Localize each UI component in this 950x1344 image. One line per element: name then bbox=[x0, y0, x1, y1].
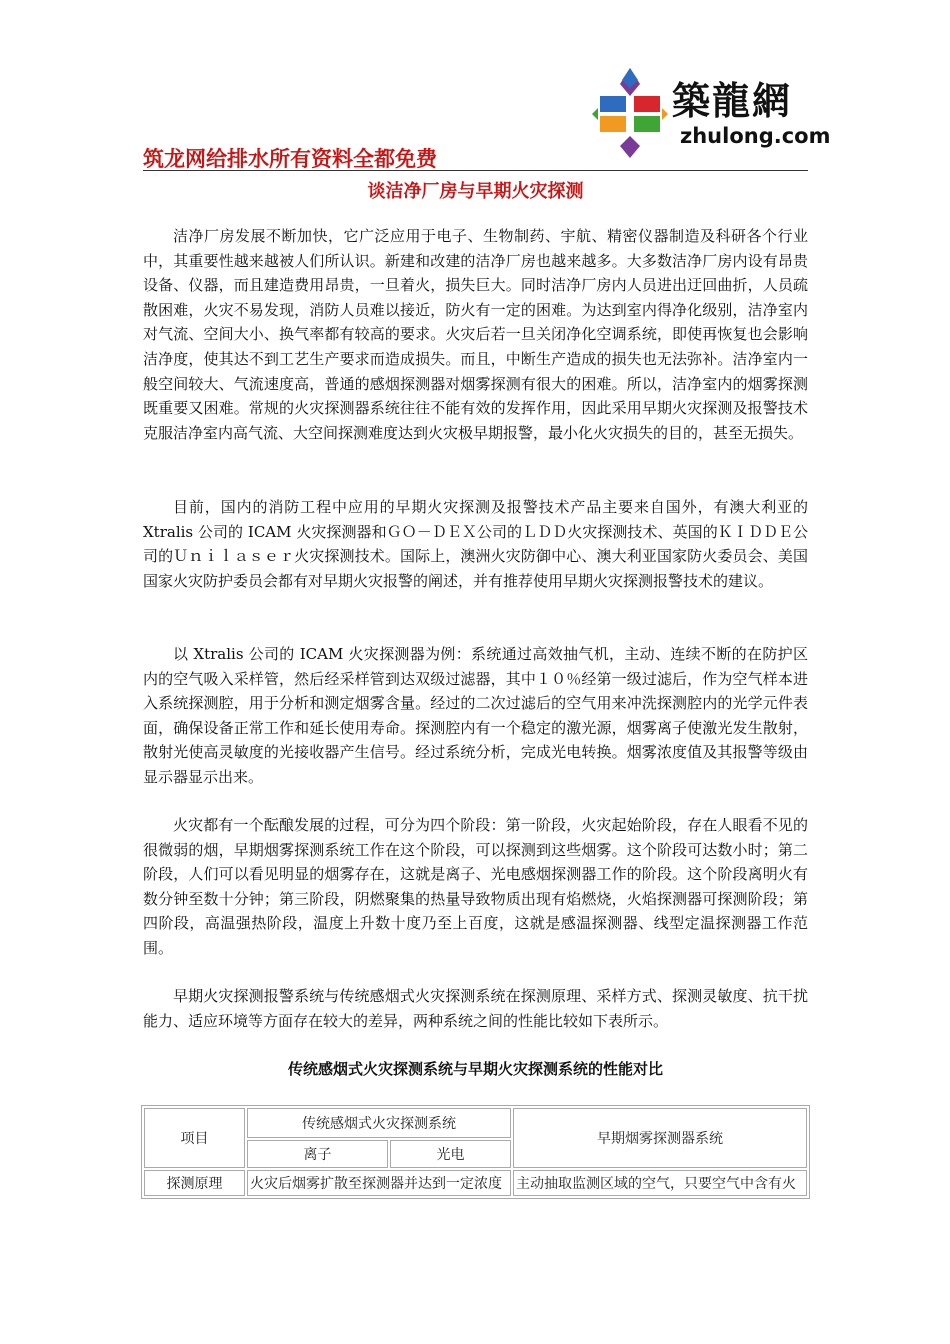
table-header-row bbox=[144, 1108, 807, 1138]
paragraph-4: 火灾都有一个酝酿发展的过程，可分为四个阶段：第一阶段，火灾起始阶段，存在人眼看不见的很微弱的烟，早期烟雾探测系统工作在这个阶段，可以探测到这些烟雾。这个阶段可达数小时；第二阶段，人们可以看见明显的烟雾存在，这就是离子、光电感烟探测器工作的阶段。这个阶段离明火有数分钟至数十分钟；第三阶段，阴燃聚集的热量导致物质出现有焰燃烧，火焰探测器可探测阶段；第四阶段，高温强热阶段，温度上升数十度乃至上百度，这就是感温探测器、线型定温探测器工作范围。 bbox=[143, 816, 808, 957]
header-photoelectric: 光电 bbox=[390, 1140, 511, 1168]
article-title: 谈洁净厂房与早期火灾探测 bbox=[367, 181, 584, 202]
table-row bbox=[144, 1170, 807, 1196]
header-item: 项目 bbox=[144, 1108, 245, 1168]
header-early: 早期烟雾探测器系统 bbox=[513, 1108, 807, 1168]
header-divider bbox=[143, 170, 808, 171]
row-item: 探测原理 bbox=[144, 1170, 245, 1196]
row-traditional: 火灾后烟雾扩散至探测器并达到一定浓度 bbox=[247, 1170, 511, 1196]
paragraph-5: 早期火灾探测报警系统与传统感烟式火灾探测系统在探测原理、采样方式、探测灵敏度、抗干扰能力、适应环境等方面存在较大的差异，两种系统之间的性能比较如下表所示。 bbox=[143, 987, 808, 1030]
paragraph-2: 目前，国内的消防工程中应用的早期火灾探测及报警技术产品主要来自国外，有澳大利亚的 Xtralis 公司的 ICAM 火灾探测器和ＧＯ－ＤＥＸ公司的ＬＤＤ火灾探测技术、英国的ＫＩＤＤＥ公司的Ｕｎｉｌａｓｅｒ火灾探测技术。国际上，澳洲火灾防御中心、澳大利亚国家防火委员会、美国国家火灾防护委员会都有对早期火灾报警的阐述，并有推荐使用早期火灾探测报警技术的建议。 bbox=[143, 498, 808, 590]
header-ion: 离子 bbox=[247, 1140, 388, 1168]
logo-domain-text: zhulong.com bbox=[680, 124, 831, 148]
logo-chinese-text: 築龍網 bbox=[672, 78, 793, 123]
table-caption: 传统感烟式火灾探测系统与早期火灾探测系统的性能对比 bbox=[287, 1060, 663, 1078]
logo-mark-icon bbox=[590, 66, 670, 161]
header-banner[interactable]: 筑龙网给排水所有资料全都免费 bbox=[143, 147, 437, 171]
header-traditional: 传统感烟式火灾探测系统 bbox=[247, 1108, 511, 1138]
row-early: 主动抽取监测区域的空气，只要空气中含有火 bbox=[513, 1170, 807, 1196]
paragraph-1: 洁净厂房发展不断加快，它广泛应用于电子、生物制药、宇航、精密仪器制造及科研各个行业中，其重要性越来越被人们所认识。新建和改建的洁净厂房也越来越多。大多数洁净厂房内设有昂贵设备、仪器，而且建造费用昂贵，一旦着火，损失巨大。同时洁净厂房内人员进出迂回曲折，人员疏散困难，火灾不易发现，消防人员难以接近，防火有一定的困难。为达到室内得净化级别，洁净室内对气流、空间大小、换气率都有较高的要求。火灾后若一旦关闭净化空调系统，即使再恢复也会影响洁净度，使其达不到工艺生产要求而造成损失。而且，中断生产造成的损失也无法弥补。洁净室内一般空间较大、气流速度高，普通的感烟探测器对烟雾探测有很大的困难。所以，洁净室内的烟雾探测既重要又困难。常规的火灾探测器系统往往不能有效的发挥作用，因此采用早期火灾探测及报警技术克服洁净室内高气流、大空间探测难度达到火灾极早期报警，最小化火灾损失的目的，甚至无损失。 bbox=[143, 227, 808, 442]
comparison-table bbox=[141, 1105, 810, 1199]
zhulong-logo bbox=[590, 66, 831, 161]
paragraph-3: 以 Xtralis 公司的 ICAM 火灾探测器为例：系统通过高效抽气机，主动、连续不断的在防护区内的空气吸入采样管，然后经采样管到达双级过滤器，其中１０％经第一级过滤后，作为空气样本进入系统探测腔，用于分析和测定烟雾含量。经过的二次过滤后的空气用来冲洗探测腔内的光学元件表面，确保设备正常工作和延长使用寿命。探测腔内有一个稳定的激光源，烟雾离子使激光发生散射，散射光使高灵敏度的光接收器产生信号。经过系统分析，完成光电转换。烟雾浓度值及其报警等级由显示器显示出来。 bbox=[143, 645, 808, 786]
